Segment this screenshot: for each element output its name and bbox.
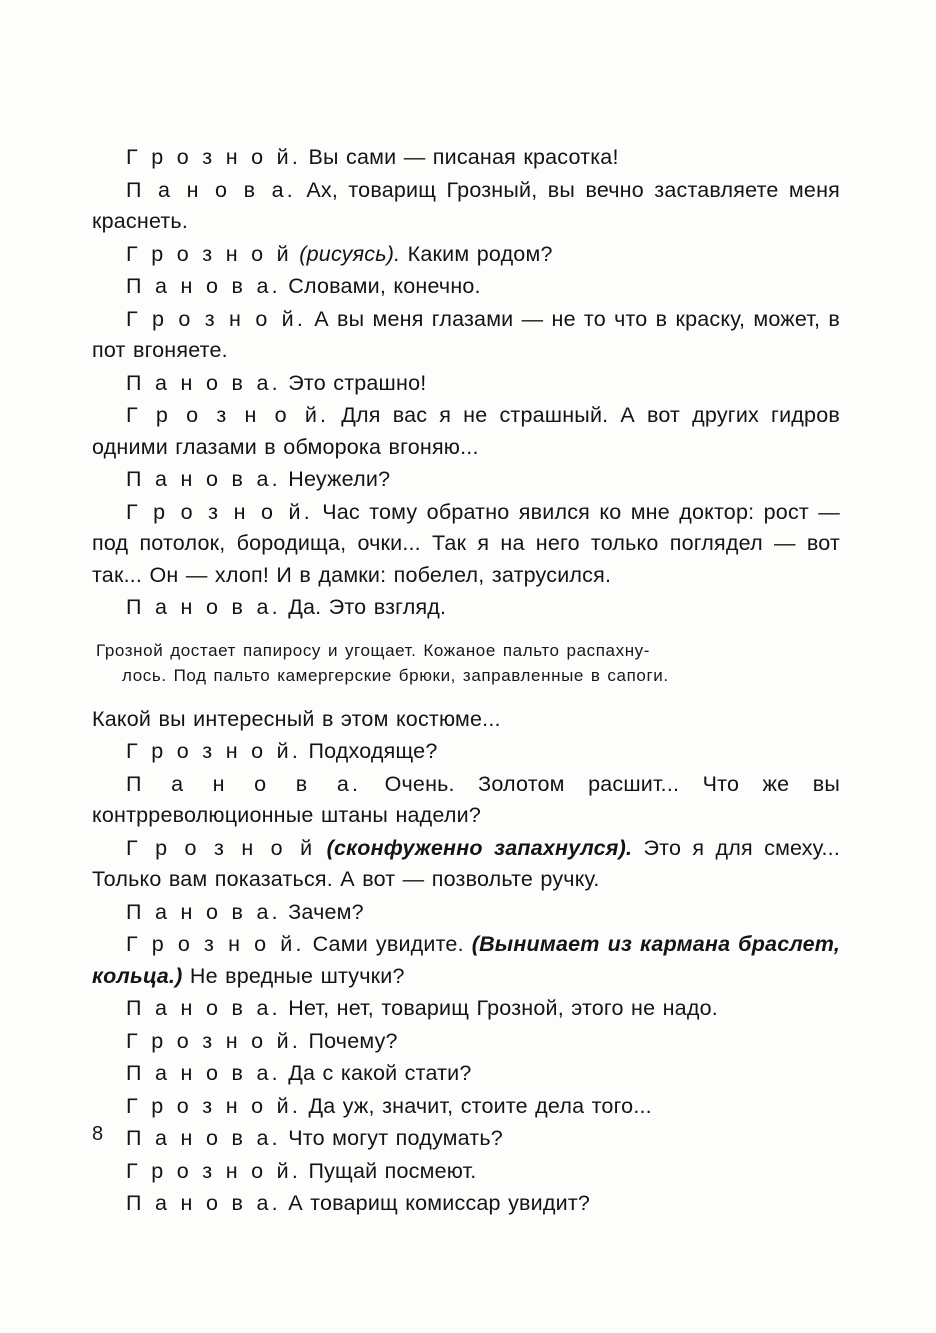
- dialogue-text: Сами увидите.: [304, 932, 464, 956]
- dialogue-text: Ах, товарищ Грозный, вы вечно заставляете меня краснеть.: [92, 177, 840, 233]
- dialogue-text: Словами, конечно.: [280, 274, 481, 298]
- speaker-name: Г р о з н о й: [126, 241, 292, 266]
- speaker-name: Г р о з н о й.: [126, 1093, 302, 1118]
- dialogue-text: Что могут подумать?: [280, 1126, 503, 1150]
- speaker-name: П а н о в а.: [126, 1191, 281, 1215]
- speaker-name: П а н о в а.: [126, 899, 281, 924]
- stage-direction-line-2: лось. Под пальто камергерские брюки, заправленные в сапоги.: [122, 665, 669, 685]
- stage-direction-block: [92, 638, 840, 688]
- play-dialogue-column: [92, 142, 840, 1221]
- dialogue-line: [92, 1123, 840, 1155]
- dialogue-text: Для вас я не страшный. А вот других гидров одними глазами в обморока вгоняю...: [92, 403, 840, 459]
- dialogue-text: Это страшно!: [280, 370, 427, 395]
- dialogue-line: [92, 1156, 840, 1188]
- dialogue-line: [92, 993, 840, 1025]
- dialogue-line: [92, 1026, 840, 1058]
- speaker-name: П а н о в а.: [126, 771, 362, 796]
- speaker-name: Г р о з н о й: [126, 835, 316, 860]
- dialogue-text: Да с какой стати?: [280, 1061, 472, 1085]
- speaker-name: Г р о з н о й.: [126, 499, 313, 524]
- dialogue-line: [92, 464, 840, 496]
- dialogue-line: [92, 929, 840, 992]
- dialogue-text-tail: Не вредные штучки?: [182, 963, 405, 988]
- speaker-name: П а н о в а.: [126, 1061, 281, 1085]
- dialogue-line: [92, 769, 840, 832]
- dialogue-text: Зачем?: [280, 899, 364, 924]
- dialogue-text: Да. Это взгляд.: [280, 595, 447, 619]
- stage-direction-inline: (сконфуженно запахнулся).: [315, 835, 633, 860]
- speaker-name: П а н о в а.: [126, 996, 281, 1020]
- speaker-name: Г р о з н о й.: [126, 145, 302, 169]
- dialogue-line: [92, 271, 840, 303]
- speaker-name: Г р о з н о й.: [126, 932, 305, 956]
- dialogue-line: [92, 400, 840, 463]
- dialogue-line: [92, 239, 840, 271]
- dialogue-text: Пущай посмеют.: [301, 1158, 477, 1183]
- dialogue-text: Подходяще?: [301, 739, 438, 763]
- dialogue-text: А вы меня глазами — не то что в краску, может, в пот вгоняете.: [92, 306, 840, 362]
- dialogue-line: [92, 304, 840, 367]
- dialogue-text: Какой вы интересный в этом костюме...: [92, 706, 501, 731]
- dialogue-line: [92, 175, 840, 238]
- dialogue-line: [92, 142, 840, 174]
- dialogue-text: Час тому обратно явился ко мне доктор: рост — под потолок, бородища, очки... Так я на него только поглядел — вот так... Он — хлоп! И в дамки: побелел, затрусился.: [92, 499, 840, 587]
- dialogue-line: [92, 1058, 840, 1090]
- speaker-name: Г р о з н о й.: [126, 739, 302, 763]
- speaker-name: Г р о з н о й.: [126, 1158, 302, 1183]
- dialogue-line-continuation: [92, 704, 840, 736]
- dialogue-text: Каким родом?: [400, 241, 553, 266]
- dialogue-text: Неужели?: [280, 467, 391, 491]
- speaker-name: Г р о з н о й.: [126, 1028, 302, 1053]
- speaker-name: П а н о в а.: [126, 177, 296, 202]
- stage-direction-inline: (рисуясь).: [291, 241, 401, 266]
- speaker-name: П а н о в а.: [126, 1126, 281, 1150]
- dialogue-line: [92, 497, 840, 592]
- dialogue-line: [92, 368, 840, 400]
- dialogue-text: Нет, нет, товарищ Грозной, этого не надо.: [280, 996, 718, 1020]
- dialogue-line: [92, 1091, 840, 1123]
- stage-direction-inline: (Вынимает из кармана браслет, кольца.): [92, 932, 840, 988]
- dialogue-line: [92, 592, 840, 624]
- speaker-name: П а н о в а.: [126, 595, 281, 619]
- dialogue-text: Да уж, значит, стоите дела того...: [301, 1093, 652, 1118]
- speaker-name: П а н о в а.: [126, 274, 281, 298]
- dialogue-line: [92, 736, 840, 768]
- dialogue-text: Почему?: [301, 1028, 398, 1053]
- stage-direction-line-1: Грозной достает папиросу и угощает. Кожаное пальто распахну-: [96, 640, 651, 660]
- page-number: 8: [92, 1123, 104, 1145]
- dialogue-text: Это я для смеху... Только вам показаться. А вот — позвольте ручку.: [92, 835, 840, 891]
- speaker-name: П а н о в а.: [126, 370, 281, 395]
- dialogue-line: [92, 1188, 840, 1220]
- dialogue-text: Вы сами — писаная красотка!: [301, 145, 619, 169]
- dialogue-line: [92, 897, 840, 929]
- dialogue-line: [92, 833, 840, 896]
- dialogue-text: Очень. Золотом расшит... Что же вы контрреволюционные штаны надели?: [92, 771, 840, 827]
- speaker-name: П а н о в а.: [126, 467, 281, 491]
- speaker-name: Г р о з н о й.: [126, 306, 307, 331]
- dialogue-text: А товарищ комиссар увидит?: [280, 1191, 591, 1215]
- speaker-name: Г р о з н о й.: [126, 403, 330, 427]
